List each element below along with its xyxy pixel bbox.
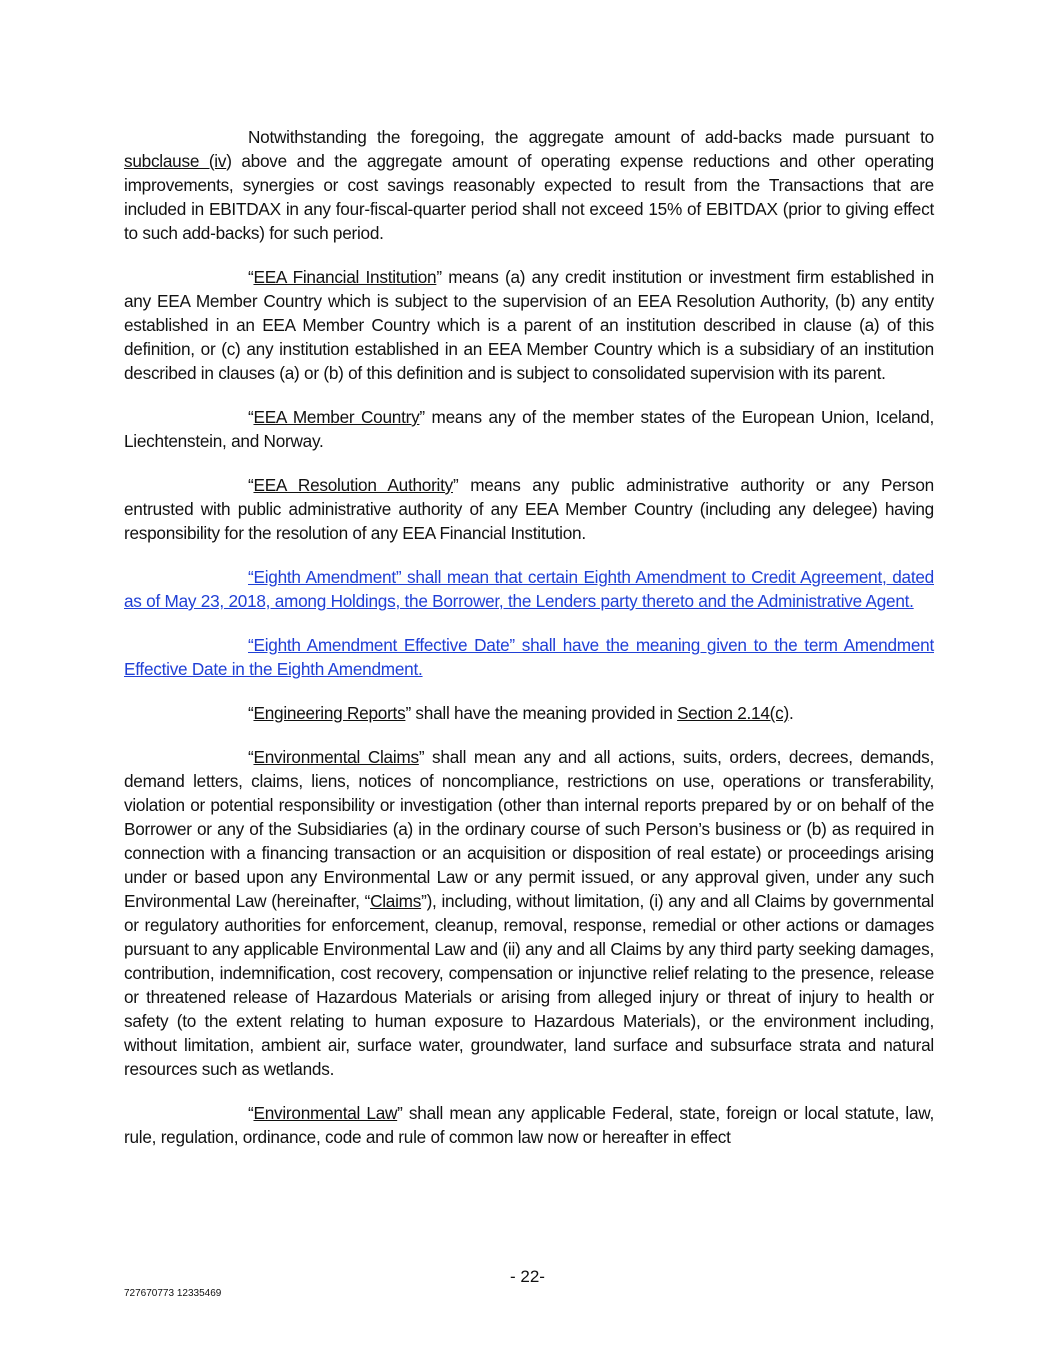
definition-eea-financial-institution: [124, 265, 934, 385]
defined-term: Section 2.14(c): [677, 703, 789, 723]
definition-engineering-reports: [124, 701, 934, 725]
text-run: ”), including, without limitation, (i) any and all Claims by governmental or regulatory authorities for enforcement, cleanup, removal, response, remedial or other actions or damages pursuant to any applicable Environmental Law and (ii) any and all Claims by any third party seeking damages, contribution, indemnification, cost recovery, compensation or injunctive relief relating to the presence, release or threatened release of Hazardous Materials or arising from alleged injury or threat of injury to health or safety (to the extent relating to human exposure to Hazardous Materials), or the environment including, without limitation, ambient air, surface water, groundwater, land surface and subsurface strata and natural resources such as wetlands.: [124, 891, 935, 1079]
text-run: “: [248, 475, 254, 495]
text-run: ” shall have the meaning provided in: [405, 703, 678, 723]
text-run: ” shall mean any and all actions, suits, orders, decrees, demands, demand letters, claims, liens, notices of noncompliance, restrictions on use, operations or transferability, violation or potential responsibility or investigation (other than internal reports prepared by or on behalf of the Borrower or any of the Subsidiaries (a) in the ordinary course of such Person’s business or (b) as required in connection with a financing transaction or an acquisition or disposition of real estate) or proceedings arising under or based upon any Environmental Law or any permit issued, or any approval given, under any such Environmental Law (hereinafter, “: [124, 747, 934, 911]
page-number: - 22-: [510, 1267, 545, 1286]
definition-eighth-amendment: [124, 565, 934, 613]
defined-term: Claims: [370, 891, 422, 911]
definition-eighth-amendment-effective-date: [124, 633, 934, 681]
text-run: “: [248, 267, 254, 287]
definition-environmental-claims: [124, 745, 934, 1081]
text-run: “: [248, 1103, 254, 1123]
text-run: Notwithstanding the foregoing, the aggregate amount of add-backs made pursuant to: [248, 127, 934, 147]
defined-term: EEA Financial Institution: [253, 267, 437, 287]
text-run: ” means any of the member states of the European Union, Iceland, Liechtenstein, and Norway.: [124, 407, 934, 451]
text-run: “: [248, 407, 254, 427]
defined-term: Engineering Reports: [253, 703, 406, 723]
definition-eea-member-country: [124, 405, 934, 453]
inserted-text: “Eighth Amendment Effective Date” shall have the meaning given to the term Amendment Effective Date in the Eighth Amendment.: [124, 635, 934, 679]
definition-environmental-law: [124, 1101, 934, 1149]
text-run: ” means (a) any credit institution or investment firm established in any EEA Member Country which is subject to the supervision of an EEA Resolution Authority, (b) any entity established in an EEA Member Country which is a parent of an institution described in clause (a) of this definition, or (c) any institution established in an EEA Member Country which is a subsidiary of an institution described in clauses (a) or (b) of this definition and is subject to consolidated supervision with its parent.: [124, 267, 934, 383]
defined-term: EEA Member Country: [253, 407, 420, 427]
text-run: “: [248, 703, 254, 723]
paragraph-addbacks: [124, 125, 934, 245]
definition-eea-resolution-authority: [124, 473, 934, 545]
text-run: ” means any public administrative authority or any Person entrusted with public administrative authority of any EEA Member Country (including any delegee) having responsibility for the resolution of any EEA Financial Institution.: [124, 475, 934, 543]
defined-term: subclause (iv: [124, 151, 227, 171]
document-body: [124, 125, 934, 1169]
inserted-text: “Eighth Amendment” shall mean that certain Eighth Amendment to Credit Agreement, dated as of May 23, 2018, among Holdings, the Borrower, the Lenders party thereto and the Administrative Agent.: [124, 567, 934, 611]
defined-term: Environmental Claims: [253, 747, 419, 767]
document-id: 727670773 12335469: [124, 1288, 222, 1299]
defined-term: EEA Resolution Authority: [253, 475, 453, 495]
defined-term: Environmental Law: [253, 1103, 398, 1123]
text-run: .: [788, 703, 794, 723]
text-run: ) above and the aggregate amount of operating expense reductions and other operating improvements, synergies or cost savings reasonably expected to result from the Transactions that are included in EBITDAX in any four-fiscal-quarter period shall not exceed 15% of EBITDAX (prior to giving effect to such add-backs) for such period.: [124, 151, 934, 243]
text-run: “: [248, 747, 254, 767]
text-run: ” shall mean any applicable Federal, state, foreign or local statute, law, rule, regulation, ordinance, code and rule of common law now or hereafter in effect: [124, 1103, 935, 1147]
